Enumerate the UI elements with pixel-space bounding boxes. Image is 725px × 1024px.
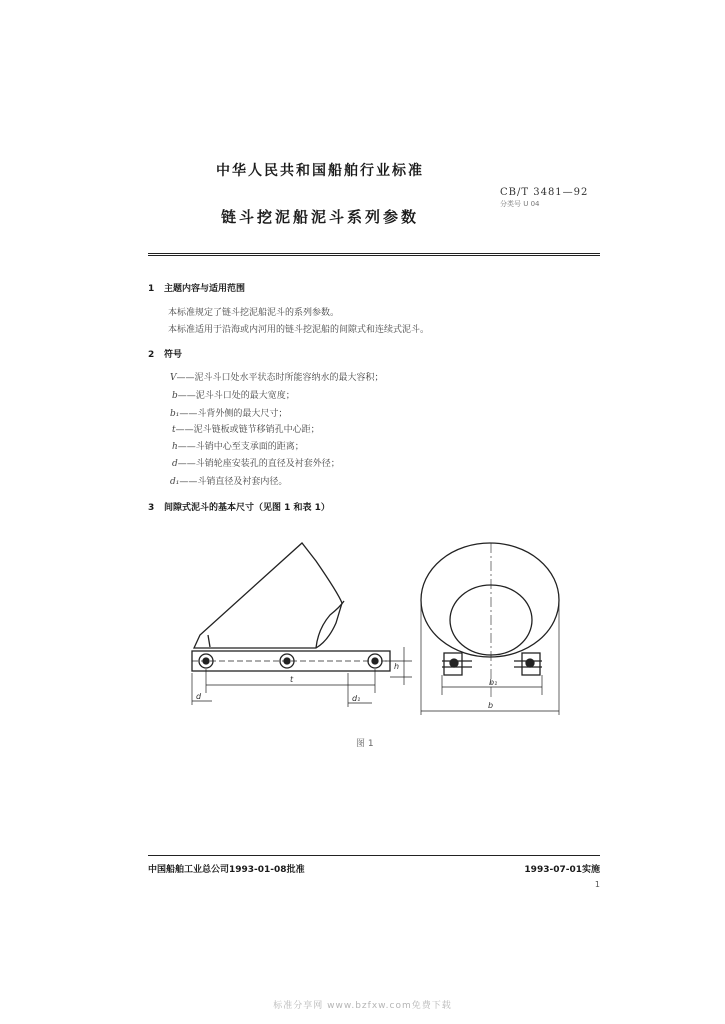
- approval-text: 中国船舶工业总公司1993-01-08批准: [148, 865, 305, 875]
- symbol-description: ——泥斗斗口处水平状态时所能容纳水的最大容积；: [176, 373, 384, 383]
- standard-code: CB/T 3481—92: [500, 187, 589, 198]
- symbol: d₁: [170, 477, 180, 487]
- dimension-label-b: b: [488, 701, 494, 710]
- section-title: 主题内容与适用范围: [164, 284, 246, 294]
- symbol-definition: [172, 422, 320, 435]
- symbol-definition: [172, 439, 304, 452]
- symbol: b₁: [170, 409, 180, 419]
- bucket-lip-curve: [316, 601, 344, 648]
- section-number: 3: [148, 503, 155, 513]
- symbol: d: [172, 459, 178, 469]
- dimension-label-d1: d₁: [352, 694, 361, 703]
- page-number: 1: [594, 880, 600, 889]
- symbol: V: [170, 373, 177, 383]
- dimension-label-t: t: [290, 675, 294, 684]
- document-title: 链斗挖泥船泥斗系列参数: [220, 208, 419, 226]
- symbol-description: ——泥斗链板或链节移销孔中心距；: [175, 425, 320, 435]
- section-1-paragraph-1: 本标准规定了链斗挖泥船泥斗的系列参数。: [168, 308, 340, 318]
- section-number: 1: [148, 284, 155, 294]
- symbol-definition: [172, 456, 340, 469]
- symbol-description: ——斗销中心至支承面的距离；: [177, 442, 304, 452]
- dimension-label-d: d: [196, 692, 202, 701]
- section-title: 间隙式泥斗的基本尺寸（见图 1 和表 1）: [164, 503, 330, 513]
- section-title: 符号: [164, 350, 183, 360]
- header-divider: [148, 253, 600, 256]
- symbol: h: [172, 442, 178, 452]
- symbol-description: ——斗销轮座安装孔的直径及衬套外径；: [177, 459, 340, 469]
- implementation-date: 1993-07-01实施: [524, 865, 600, 875]
- symbol-definition: [170, 406, 287, 419]
- dimension-label-b1: b₁: [489, 678, 498, 687]
- symbol: b: [172, 391, 178, 401]
- section-number: 2: [148, 350, 155, 360]
- symbol-definition: [170, 474, 287, 487]
- symbol-description: ——斗背外侧的最大尺寸；: [179, 409, 288, 419]
- symbol-definition: [172, 388, 295, 401]
- classification-number: 分类号 U 04: [500, 200, 540, 208]
- bucket-front-view: [421, 543, 559, 657]
- dimension-label-h: h: [394, 662, 400, 671]
- section-1-heading: [148, 281, 245, 294]
- footer-divider: [148, 855, 600, 856]
- section-3-heading: [148, 500, 330, 513]
- watermark-text: 标准分享网 www.bzfxw.com免费下载: [273, 1001, 452, 1011]
- symbol-description: ——斗销直径及衬套内径。: [179, 477, 288, 487]
- symbol: t: [172, 425, 176, 435]
- bucket-technical-drawing: [180, 535, 600, 720]
- symbol-definition: [170, 370, 384, 383]
- symbol-description: ——泥斗斗口处的最大宽度；: [177, 391, 295, 401]
- section-2-heading: [148, 347, 182, 360]
- figure-caption: 图 1: [356, 739, 374, 749]
- org-standard-title: 中华人民共和国船舶行业标准: [216, 163, 424, 179]
- section-1-paragraph-2: 本标准适用于沿海或内河用的链斗挖泥船的间隙式和连续式泥斗。: [168, 325, 430, 335]
